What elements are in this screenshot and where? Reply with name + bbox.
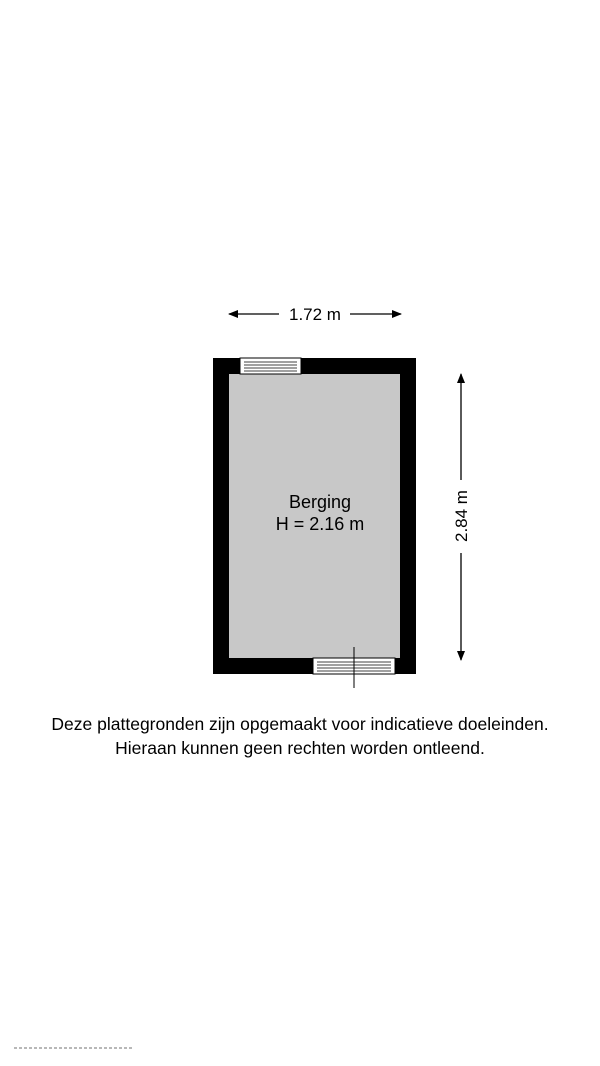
disclaimer-line-2: Hieraan kunnen geen rechten worden ontleend. xyxy=(115,738,485,758)
top-window xyxy=(240,358,301,374)
room-height: H = 2.16 m xyxy=(275,514,365,534)
footer-mark xyxy=(14,1047,132,1049)
disclaimer-line-1: Deze plattegronden zijn opgemaakt voor indicatieve doeleinden. xyxy=(51,714,549,734)
width-dimension-label: 1.72 m xyxy=(289,305,341,324)
room-name: Berging xyxy=(288,492,352,512)
disclaimer xyxy=(0,712,600,760)
height-dimension-label: 2.84 m xyxy=(452,490,471,542)
height-dimension xyxy=(452,374,471,660)
width-dimension xyxy=(229,305,401,324)
